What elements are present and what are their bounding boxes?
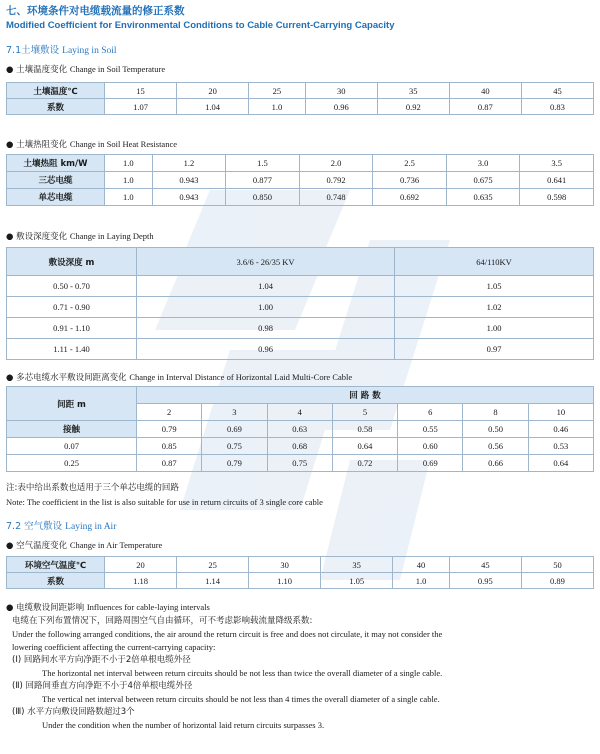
interval-influence-label-en: Influences for cable-laying intervals <box>86 602 210 612</box>
table-cell: 0.598 <box>520 189 594 206</box>
table-cell: 0.850 <box>226 189 300 206</box>
table-row <box>7 99 594 115</box>
table-cell: 0.692 <box>373 189 447 206</box>
table-cell: 1.14 <box>177 573 249 589</box>
table-cell: 0.79 <box>202 455 267 472</box>
table-row <box>7 573 594 589</box>
table-cell: 1.0 <box>393 573 450 589</box>
table-row <box>7 189 594 206</box>
table-cell: 40 <box>449 83 521 99</box>
table-row <box>7 455 594 472</box>
spacing-cell: 0.07 <box>7 438 137 455</box>
table-row <box>7 248 594 276</box>
table-cell: 1.04 <box>177 99 249 115</box>
table-row <box>7 339 594 360</box>
table-cell: 1.0 <box>249 99 306 115</box>
table-cell: 0.83 <box>521 99 593 115</box>
table-cell: 2.0 <box>299 155 373 172</box>
table-cell: 0.736 <box>373 172 447 189</box>
condition-i-en: The horizontal net interval between return circuits should be not less than twice the overall diameter of a single cable. <box>42 668 443 678</box>
table-cell: 1.00 <box>395 318 594 339</box>
table-cell: 0.55 <box>398 421 463 438</box>
table-cell: 0.748 <box>299 189 373 206</box>
condition-ii-cn: (Ⅱ) 回路间垂直方向净距不小于4倍单根电缆外径 <box>12 681 193 691</box>
interval-influence-label-cn: ● 电缆敷设间距影响 <box>6 603 85 613</box>
table-cell: 5 <box>332 404 397 421</box>
table-cell: 1.10 <box>249 573 321 589</box>
table-cell: 0.71 - 0.90 <box>7 297 137 318</box>
table-cell: 3.5 <box>520 155 594 172</box>
air-temp-label-en: Change in Air Temperature <box>69 540 163 550</box>
soil-temp-head: 土壤温度℃ <box>7 83 105 99</box>
page-title-en: Modified Coefficient for Environmental Conditions to Cable Current-Carrying Capacity <box>6 20 395 31</box>
soil-temp-label-cn: ● 土壤温度变化 <box>6 65 68 75</box>
table-cell: 0.641 <box>520 172 594 189</box>
table-cell: 3 <box>202 404 267 421</box>
soil-temp-label <box>6 63 165 75</box>
single-core-head: 单芯电缆 <box>7 189 105 206</box>
section-air-title-cn: 7.2 空气敷设 <box>6 521 63 532</box>
table-cell: 0.943 <box>152 172 226 189</box>
table-cell: 2.5 <box>373 155 447 172</box>
condition-iii-en: Under the condition when the number of horizontal laid return circuits surpasses 3. <box>42 720 325 730</box>
air-temp-label <box>6 539 162 551</box>
table-cell: 25 <box>249 83 306 99</box>
table-cell: 0.50 - 0.70 <box>7 276 137 297</box>
table-cell: 2 <box>137 404 202 421</box>
table-cell: 0.675 <box>446 172 520 189</box>
table-cell: 30 <box>249 557 321 573</box>
depth-voltage-a-head: 3.6/6 - 26/35 KV <box>137 248 395 276</box>
soil-heat-label <box>6 138 177 150</box>
table-cell: 1.05 <box>321 573 393 589</box>
table-cell: 0.75 <box>202 438 267 455</box>
table-cell: 25 <box>177 557 249 573</box>
table-cell: 0.68 <box>267 438 332 455</box>
table-cell: 0.95 <box>449 573 521 589</box>
condition-ii-en: The vertical net interval between return circuits should be not less than 4 times the overall diameter of a single cable. <box>42 694 440 704</box>
influence-line-en: Under the following arranged conditions, the air around the return circuit is free and does not circulate, it may not consider the <box>12 629 443 639</box>
air-temp-label-cn: ● 空气温度变化 <box>6 541 68 551</box>
table-cell: 1.04 <box>137 276 395 297</box>
circuits-head: 回 路 数 <box>137 387 594 404</box>
influence-line-cn: 电缆在下列布置情况下，回路周围空气自由循环，可不考虑影响载流量降级系数: <box>12 616 313 626</box>
table-cell: 0.85 <box>137 438 202 455</box>
interval-influence-label <box>6 601 596 615</box>
interval-label <box>6 371 352 383</box>
table-row <box>7 297 594 318</box>
section-soil-title-en: Laying in Soil <box>62 46 117 56</box>
table-cell: 1.05 <box>395 276 594 297</box>
table-cell: 10 <box>528 404 593 421</box>
soil-heat-head: 土壤热阻 km/W <box>7 155 105 172</box>
interval-table <box>6 386 594 472</box>
table-cell: 1.5 <box>226 155 300 172</box>
soil-temp-table <box>6 82 594 115</box>
interval-note-en: Note: The coefficient in the list is also suitable for use in return circuits of 3 single core cable <box>6 497 323 507</box>
table-cell: 1.18 <box>105 573 177 589</box>
table-cell: 0.63 <box>267 421 332 438</box>
table-row <box>7 421 594 438</box>
table-cell: 0.46 <box>528 421 593 438</box>
soil-heat-label-cn: ● 土壤热阻变化 <box>6 140 68 150</box>
table-cell: 1.00 <box>137 297 395 318</box>
table-cell: 0.69 <box>202 421 267 438</box>
table-cell: 0.792 <box>299 172 373 189</box>
table-cell: 1.11 - 1.40 <box>7 339 137 360</box>
section-soil-title-cn: 7.1土壤敷设 <box>6 45 60 56</box>
depth-table <box>6 247 594 360</box>
table-cell: 0.60 <box>398 438 463 455</box>
table-cell: 0.56 <box>463 438 528 455</box>
table-cell: 20 <box>105 557 177 573</box>
depth-label <box>6 230 154 242</box>
table-cell: 0.97 <box>395 339 594 360</box>
table-row <box>7 276 594 297</box>
interval-label-en: Change in Interval Distance of Horizontal Laid Multi-Core Cable <box>129 372 353 382</box>
table-cell: 1.02 <box>395 297 594 318</box>
condition-iii-cn: (Ⅲ) 水平方向敷设回路数超过3个 <box>12 707 135 717</box>
table-cell: 0.69 <box>398 455 463 472</box>
table-cell: 40 <box>393 557 450 573</box>
soil-temp-label-en: Change in Soil Temperature <box>69 64 166 74</box>
table-cell: 0.635 <box>446 189 520 206</box>
table-cell: 0.92 <box>377 99 449 115</box>
table-cell: 1.07 <box>105 99 177 115</box>
table-row <box>7 83 594 99</box>
table-cell: 1.0 <box>105 189 153 206</box>
table-cell: 0.58 <box>332 421 397 438</box>
spacing-cell: 0.25 <box>7 455 137 472</box>
table-cell: 45 <box>449 557 521 573</box>
table-cell: 0.75 <box>267 455 332 472</box>
table-cell: 0.98 <box>137 318 395 339</box>
depth-col-head: 敷设深度 m <box>7 248 137 276</box>
section-air-title-en: Laying in Air <box>65 522 117 532</box>
soil-heat-table <box>6 154 594 206</box>
depth-label-en: Change in Laying Depth <box>69 231 154 241</box>
table-cell: 0.53 <box>528 438 593 455</box>
three-core-head: 三芯电缆 <box>7 172 105 189</box>
table-cell: 0.91 - 1.10 <box>7 318 137 339</box>
interval-label-cn: ● 多芯电缆水平敷设间距离变化 <box>6 373 127 383</box>
table-cell: 35 <box>321 557 393 573</box>
interval-note-cn: 注:表中给出系数也适用于三个单芯电缆的回路 <box>6 483 179 493</box>
table-cell: 0.943 <box>152 189 226 206</box>
table-cell: 50 <box>521 557 593 573</box>
section-soil-title <box>6 42 117 56</box>
table-cell: 30 <box>305 83 377 99</box>
condition-i-cn: (Ⅰ) 回路间水平方向净距不小于2倍单根电缆外径 <box>12 655 191 665</box>
table-cell: 3.0 <box>446 155 520 172</box>
table-cell: 0.89 <box>521 573 593 589</box>
table-cell: 0.96 <box>305 99 377 115</box>
table-cell: 0.66 <box>463 455 528 472</box>
table-cell: 0.50 <box>463 421 528 438</box>
table-row <box>7 387 594 404</box>
table-cell: 1.2 <box>152 155 226 172</box>
influence-line-en-cont: lowering coefficient affecting the current-carrying capacity: <box>12 642 216 652</box>
depth-voltage-b-head: 64/110KV <box>395 248 594 276</box>
section-air-title <box>6 518 116 532</box>
table-cell: 45 <box>521 83 593 99</box>
table-cell: 0.877 <box>226 172 300 189</box>
table-row <box>7 438 594 455</box>
table-cell: 4 <box>267 404 332 421</box>
table-cell: 0.64 <box>332 438 397 455</box>
table-cell: 15 <box>105 83 177 99</box>
depth-label-cn: ● 敷设深度变化 <box>6 232 68 242</box>
table-cell: 0.64 <box>528 455 593 472</box>
table-cell: 0.87 <box>449 99 521 115</box>
soil-heat-label-en: Change in Soil Heat Resistance <box>69 139 177 149</box>
table-row <box>7 557 594 573</box>
air-temp-table <box>6 556 594 589</box>
table-cell: 35 <box>377 83 449 99</box>
air-coeff-head: 系数 <box>7 573 105 589</box>
table-row <box>7 172 594 189</box>
table-cell: 1.0 <box>105 172 153 189</box>
air-temp-head: 环境空气温度℃ <box>7 557 105 573</box>
spacing-cell: 接触 <box>7 421 137 438</box>
soil-coeff-head: 系数 <box>7 99 105 115</box>
page-title-cn: 七、环境条件对电缆载流量的修正系数 <box>6 5 185 17</box>
table-cell: 20 <box>177 83 249 99</box>
table-cell: 0.72 <box>332 455 397 472</box>
table-row <box>7 318 594 339</box>
table-row <box>7 155 594 172</box>
table-cell: 0.87 <box>137 455 202 472</box>
interval-influence-block <box>6 601 596 732</box>
table-cell: 0.96 <box>137 339 395 360</box>
table-cell: 1.0 <box>105 155 153 172</box>
table-cell: 6 <box>398 404 463 421</box>
spacing-head: 间距 m <box>7 387 137 421</box>
table-cell: 0.79 <box>137 421 202 438</box>
table-cell: 8 <box>463 404 528 421</box>
